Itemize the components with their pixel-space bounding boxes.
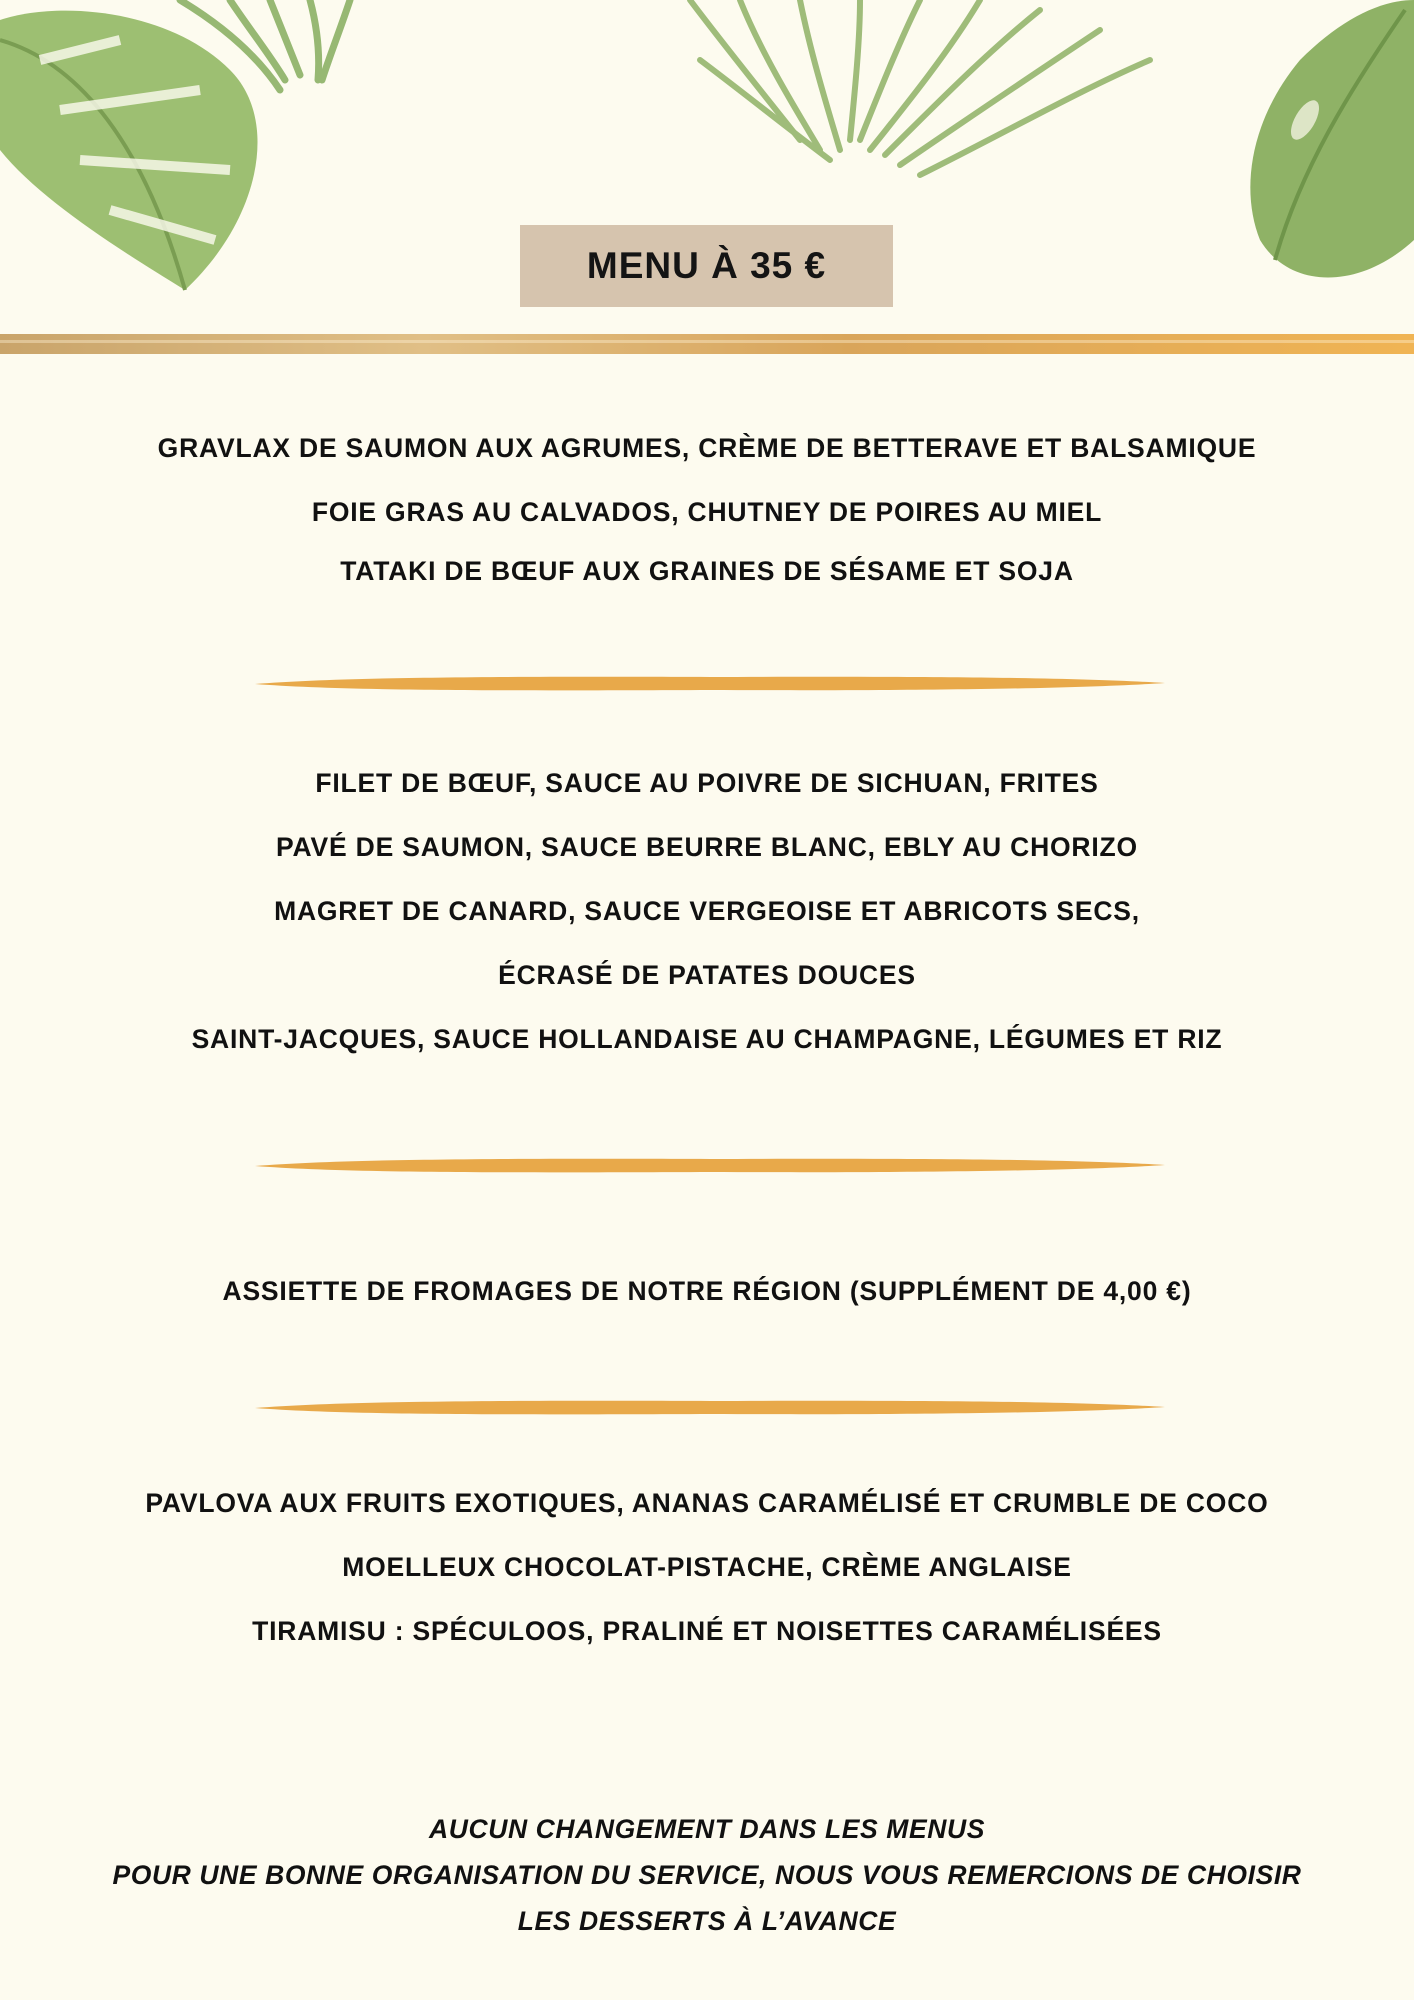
menu-item: SAINT-JACQUES, SAUCE HOLLANDAISE AU CHAMPAGNE, LÉGUMES ET RIZ xyxy=(191,1024,1223,1054)
menu-title: MENU À 35 € xyxy=(586,245,827,286)
palm-frond-icon xyxy=(690,0,1150,175)
footer-note-line: POUR UNE BONNE ORGANISATION DU SERVICE, NOUS VOUS REMERCIONS DE CHOISIR xyxy=(112,1860,1302,1890)
menu-item: TIRAMISU : SPÉCULOOS, PRALINÉ ET NOISETTES CARAMÉLISÉES xyxy=(252,1616,1162,1646)
menu-item: PAVÉ DE SAUMON, SAUCE BEURRE BLANC, EBLY AU CHORIZO xyxy=(276,832,1138,862)
footer-note-line: LES DESSERTS À L’AVANCE xyxy=(517,1906,897,1936)
menu-item: ÉCRASÉ DE PATATES DOUCES xyxy=(498,960,916,990)
footer-note-line: AUCUN CHANGEMENT DANS LES MENUS xyxy=(429,1814,985,1844)
menu-item: PAVLOVA AUX FRUITS EXOTIQUES, ANANAS CARAMÉLISÉ ET CRUMBLE DE COCO xyxy=(145,1488,1269,1518)
menu-item: FOIE GRAS AU CALVADOS, CHUTNEY DE POIRES AU MIEL xyxy=(311,497,1103,527)
monstera-leaf-icon xyxy=(0,11,258,290)
menu-item: MAGRET DE CANARD, SAUCE VERGEOISE ET ABRICOTS SECS, xyxy=(274,896,1140,926)
menu-item: FILET DE BŒUF, SAUCE AU POIVRE DE SICHUAN, FRITES xyxy=(315,768,1099,798)
menu-item: TATAKI DE BŒUF AUX GRAINES DE SÉSAME ET SOJA xyxy=(340,556,1074,586)
gold-brush-divider xyxy=(255,1392,1165,1422)
gold-foil-band xyxy=(0,334,1414,354)
monstera-leaf-icon xyxy=(1250,0,1414,278)
menu-item: ASSIETTE DE FROMAGES DE NOTRE RÉGION (SUPPLÉMENT DE 4,00 €) xyxy=(222,1276,1192,1306)
menu-title-box xyxy=(520,225,893,307)
menu-item: GRAVLAX DE SAUMON AUX AGRUMES, CRÈME DE BETTERAVE ET BALSAMIQUE xyxy=(157,433,1257,463)
gold-brush-divider xyxy=(255,1150,1165,1180)
gold-brush-divider xyxy=(255,668,1165,698)
menu-item: MOELLEUX CHOCOLAT-PISTACHE, CRÈME ANGLAISE xyxy=(342,1552,1072,1582)
